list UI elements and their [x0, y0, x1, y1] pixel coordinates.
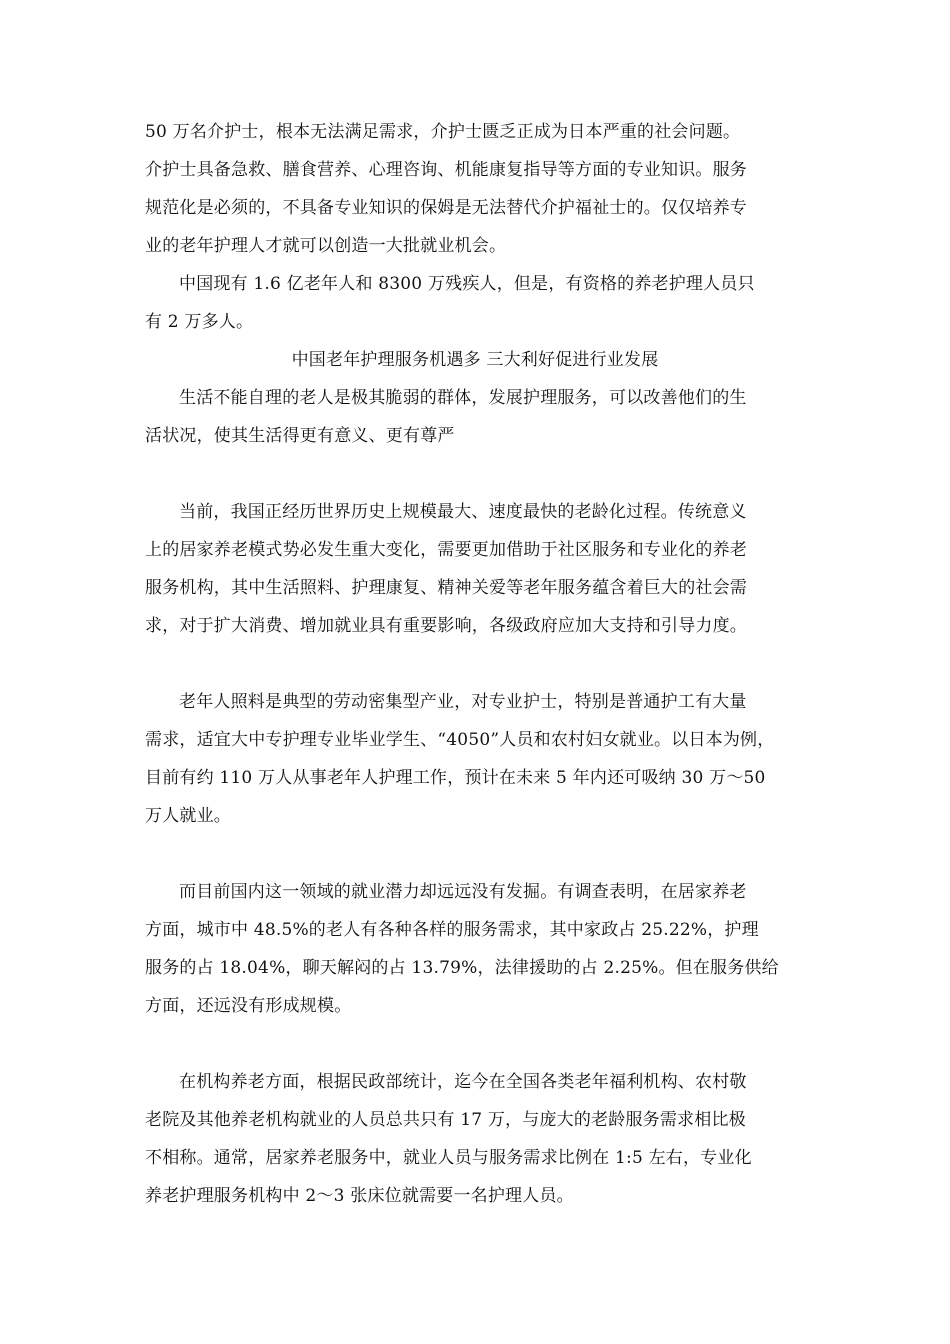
paragraph-6-line-3: 服务的占 18.04%，聊天解闷的占 13.79%，法律援助的占 2.25%。但在服务供给	[145, 958, 779, 978]
paragraph-4-line-4: 求，对于扩大消费、增加就业具有重要影响，各级政府应加大支持和引导力度。	[145, 616, 747, 636]
paragraph-4-line-3: 服务机构，其中生活照料、护理康复、精神关爱等老年服务蕴含着巨大的社会需	[145, 578, 747, 598]
paragraph-7-line-4: 养老护理服务机构中 2～3 张床位就需要一名护理人员。	[145, 1186, 574, 1206]
paragraph-2-line-1: 中国现有 1.6 亿老年人和 8300 万残疾人，但是，有资格的养老护理人员只	[179, 274, 755, 294]
paragraph-5-line-2: 需求，适宜大中专护理专业毕业学生、“4050”人员和农村妇女就业。以日本为例，	[145, 730, 775, 750]
paragraph-2-line-2: 有 2 万多人。	[145, 312, 254, 332]
paragraph-6-line-4: 方面，还远没有形成规模。	[145, 996, 352, 1016]
paragraph-3-line-1: 生活不能自理的老人是极其脆弱的群体，发展护理服务，可以改善他们的生	[179, 388, 747, 408]
paragraph-1-line-1: 50 万名介护士，根本无法满足需求，介护士匮乏正成为日本严重的社会问题。	[145, 122, 741, 142]
paragraph-5-line-1: 老年人照料是典型的劳动密集型产业，对专业护士，特别是普通护工有大量	[179, 692, 747, 712]
paragraph-5-line-3: 目前有约 110 万人从事老年人护理工作，预计在未来 5 年内还可吸纳 30 万～50	[145, 768, 766, 788]
paragraph-4-line-1: 当前，我国正经历世界历史上规模最大、速度最快的老龄化过程。传统意义	[179, 502, 747, 522]
paragraph-4-line-2: 上的居家养老模式势必发生重大变化，需要更加借助于社区服务和专业化的养老	[145, 540, 747, 560]
paragraph-1-line-2: 介护士具备急救、膳食营养、心理咨询、机能康复指导等方面的专业知识。服务	[145, 160, 747, 180]
paragraph-5-line-4: 万人就业。	[145, 806, 231, 826]
paragraph-6-line-2: 方面，城市中 48.5%的老人有各种各样的服务需求，其中家政占 25.22%，护理	[145, 920, 759, 940]
paragraph-7-line-1: 在机构养老方面，根据民政部统计，迄今在全国各类老年福利机构、农村敬	[179, 1072, 747, 1092]
paragraph-7-line-3: 不相称。通常，居家养老服务中，就业人员与服务需求比例在 1:5 左右，专业化	[145, 1148, 752, 1168]
paragraph-1-line-3: 规范化是必须的，不具备专业知识的保姆是无法替代介护福祉士的。仅仅培养专	[145, 198, 747, 218]
section-heading: 中国老年护理服务机遇多 三大利好促进行业发展	[291, 350, 659, 370]
paragraph-7-line-2: 老院及其他养老机构就业的人员总共只有 17 万，与庞大的老龄服务需求相比极	[145, 1110, 746, 1130]
paragraph-3-line-2: 活状况，使其生活得更有意义、更有尊严	[145, 426, 455, 446]
paragraph-1-line-4: 业的老年护理人才就可以创造一大批就业机会。	[145, 236, 507, 256]
paragraph-6-line-1: 而目前国内这一领域的就业潜力却远远没有发掘。有调查表明，在居家养老	[179, 882, 747, 902]
